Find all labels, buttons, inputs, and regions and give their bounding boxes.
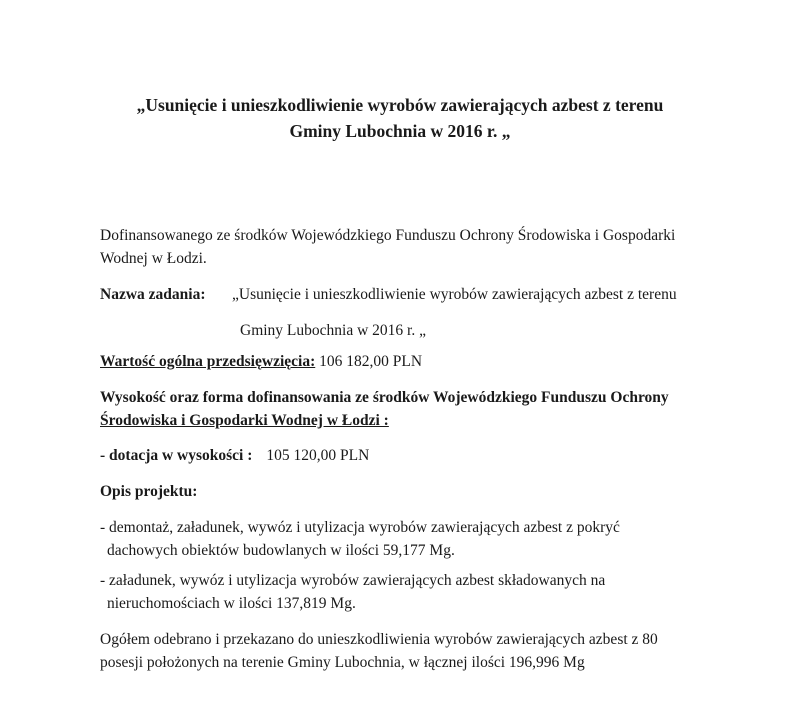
project-item-1-line-1: - demontaż, załadunek, wywóz i utylizacja wyrobów zawierających azbest z pokryć [100, 519, 620, 536]
grant-amount: 105 120,00 PLN [266, 447, 370, 464]
task-name-value-line-1: „Usunięcie i unieszkodliwienie wyrobów zawierających azbest z terenu [232, 286, 677, 303]
project-item-1-line-2: dachowych obiektów budowlanych w ilości 59,177 Mg. [107, 542, 455, 559]
total-value-amount: 106 182,00 PLN [319, 353, 423, 370]
task-name-value-line-2: Gminy Lubochnia w 2016 r. „ [240, 322, 426, 339]
grant-row [100, 445, 369, 467]
total-value-label: Wartość ogólna przedsięwzięcia: [100, 353, 316, 370]
funding-source-line-1: Dofinansowanego ze środków Wojewódzkiego Funduszu Ochrony Środowiska i Gospodarki [100, 227, 676, 244]
summary-line-2: posesji położonych na terenie Gminy Lubochnia, w łącznej ilości 196,996 Mg [100, 654, 585, 671]
document-title-line-1: „Usunięcie i unieszkodliwienie wyrobów zawierających azbest z terenu [136, 95, 664, 115]
document-title-line-2: Gminy Lubochnia w 2016 r. „ [289, 121, 511, 141]
summary-line-1: Ogółem odebrano i przekazano do unieszkodliwienia wyrobów zawierających azbest z 80 [100, 631, 658, 648]
project-description-label: Opis projektu: [100, 483, 198, 500]
project-item-2-line-1: - załadunek, wywóz i utylizacja wyrobów zawierających azbest składowanych na [100, 572, 606, 589]
task-name-label: Nazwa zadania: [100, 286, 206, 303]
funding-form-line-1: Wysokość oraz forma dofinansowania ze środków Wojewódzkiego Funduszu Ochrony [100, 389, 669, 406]
grant-label: - dotacja w wysokości : [100, 447, 253, 464]
project-item-2-line-2: nieruchomościach w ilości 137,819 Mg. [107, 595, 356, 612]
funding-form-line-2: Środowiska i Gospodarki Wodnej w Łodzi : [100, 412, 389, 429]
total-value-row [100, 351, 422, 373]
funding-source-line-2: Wodnej w Łodzi. [100, 250, 207, 267]
